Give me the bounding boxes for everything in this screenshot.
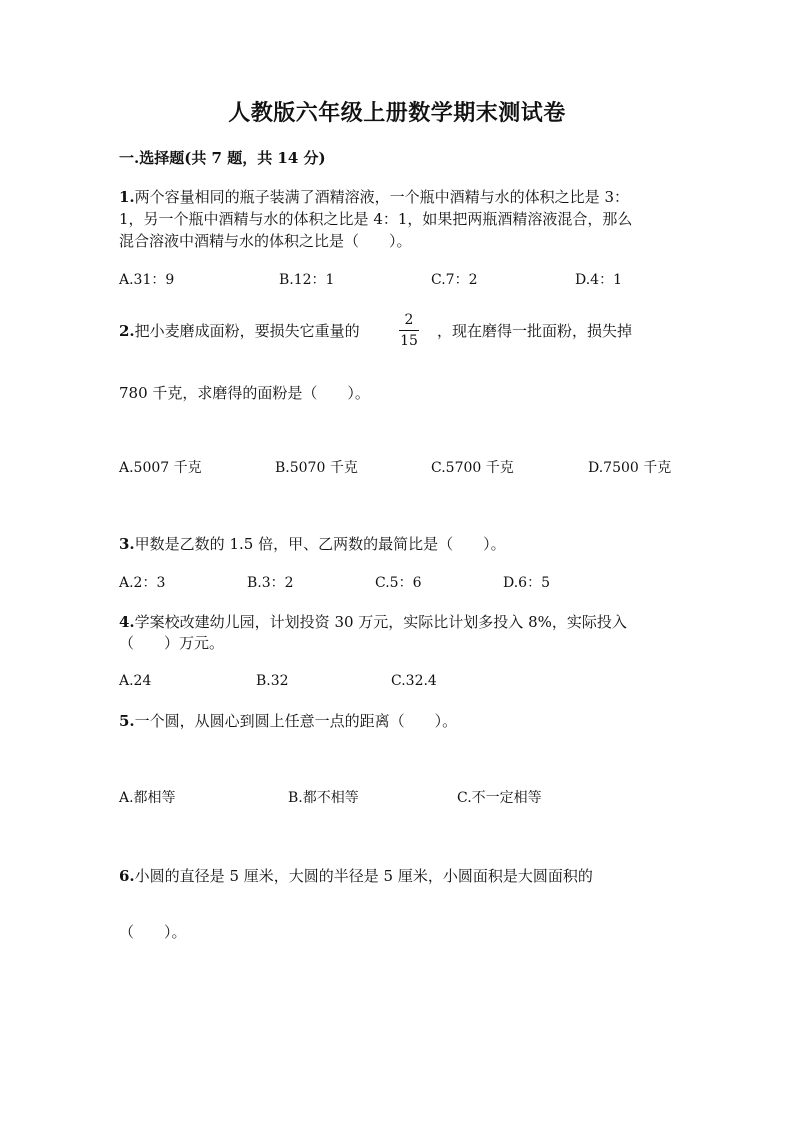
question-1-text: 两个容量相同的瓶子装满了酒精溶液，一个瓶中酒精与水的体积之比是 3： (134, 188, 629, 206)
question-2-number: 2. (119, 322, 135, 340)
question-3-option-b[interactable]: B.3：2 (247, 575, 294, 591)
question-1-option-b[interactable]: B.12：1 (279, 272, 335, 288)
fraction-numerator: 2 (404, 312, 414, 328)
question-3-number: 3. (119, 535, 135, 553)
question-4-line-1 (119, 611, 627, 632)
question-4-number: 4. (119, 613, 135, 631)
question-2-fraction (397, 312, 421, 349)
question-4-text: 学案校改建幼儿园，计划投资 30 万元，实际比计划多投入 8%，实际投入 (134, 613, 627, 631)
question-6-text: 小圆的直径是 5 厘米，大圆的半径是 5 厘米，小圆面积是大圆面积的 (134, 867, 593, 885)
question-1-line-3: 混合溶液中酒精与水的体积之比是（ ）。 (119, 232, 412, 250)
question-5-number: 5. (119, 712, 135, 730)
question-1-option-d[interactable]: D.4：1 (575, 272, 622, 288)
question-2-option-a[interactable]: A.5007 千克 (119, 460, 202, 476)
question-1-number: 1. (119, 188, 135, 206)
question-2-text-before: 把小麦磨成面粉，要损失它重量的 (134, 322, 360, 340)
question-1-option-a[interactable]: A.31：9 (119, 272, 175, 288)
question-6-number: 6. (119, 867, 135, 885)
question-3-option-c[interactable]: C.5：6 (375, 575, 422, 591)
question-4-line-2: （ ）万元。 (119, 634, 225, 652)
question-2-option-c[interactable]: C.5700 千克 (431, 460, 514, 476)
question-5-option-a[interactable]: A.都相等 (119, 790, 176, 806)
question-6-line-1 (119, 865, 593, 886)
page-title: 人教版六年级上册数学期末测试卷 (228, 100, 566, 126)
fraction-denominator: 15 (400, 333, 418, 349)
question-3-line-1 (119, 533, 506, 554)
question-6-line-2: （ ）。 (119, 923, 187, 941)
question-5-text: 一个圆，从圆心到圆上任意一点的距离（ ）。 (134, 712, 458, 730)
question-1-line-1 (119, 186, 629, 207)
question-3-text: 甲数是乙数的 1.5 倍，甲、乙两数的最简比是（ ）。 (134, 535, 506, 553)
question-1-option-c[interactable]: C.7：2 (431, 272, 478, 288)
section-header: 一.选择题(共 7 题，共 14 分) (119, 149, 326, 167)
question-1-line-2: 1，另一个瓶中酒精与水的体积之比是 4：1，如果把两瓶酒精溶液混合，那么 (119, 210, 633, 228)
question-2-text-after: ，现在磨得一批面粉，损失掉 (437, 322, 633, 340)
question-3-option-d[interactable]: D.6：5 (503, 575, 550, 591)
fraction-bar (399, 330, 419, 331)
question-5-line-1 (119, 710, 457, 731)
question-4-option-c[interactable]: C.32.4 (391, 673, 437, 689)
question-2-option-d[interactable]: D.7500 千克 (588, 460, 672, 476)
question-5-option-b[interactable]: B.都不相等 (288, 790, 359, 806)
question-5-option-c[interactable]: C.不一定相等 (457, 790, 542, 806)
question-2-line-2: 780 千克，求磨得的面粉是（ ）。 (119, 384, 370, 402)
question-3-option-a[interactable]: A.2：3 (119, 575, 166, 591)
question-2-line-1 (119, 320, 360, 341)
question-4-option-b[interactable]: B.32 (256, 673, 289, 689)
question-2-option-b[interactable]: B.5070 千克 (275, 460, 358, 476)
question-4-option-a[interactable]: A.24 (119, 673, 152, 689)
